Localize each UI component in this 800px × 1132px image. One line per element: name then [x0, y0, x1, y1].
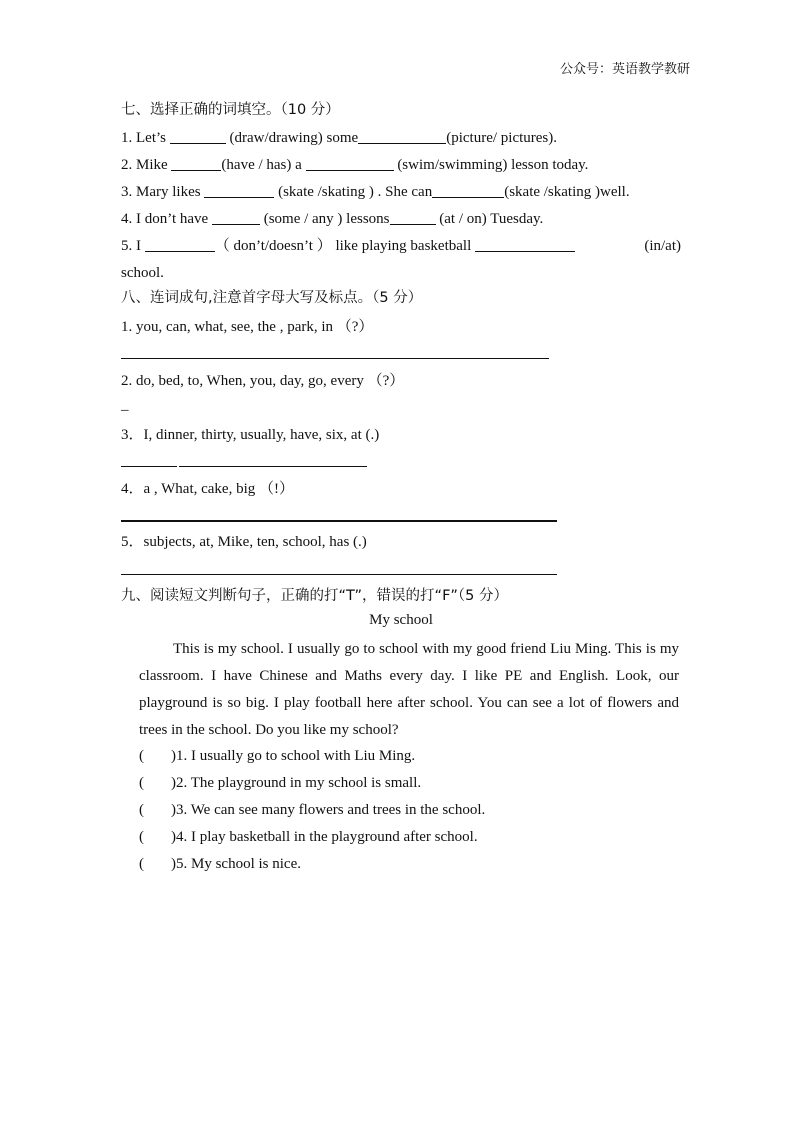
s7-item-4-b: (some / any ) lessons [259, 211, 390, 227]
answer-paren[interactable]: ( [139, 802, 144, 818]
s7-item-4-c: (at / on) Tuesday. [435, 211, 544, 227]
s7-item-2-b: (have / has) a [221, 157, 306, 173]
s7-item-1-c: (picture/ pictures). [446, 130, 558, 146]
tf-item-4-text: )4. I play basketball in the playground after school. [171, 829, 478, 845]
s8-item-2-dash[interactable]: _ [121, 397, 129, 413]
tf-item-3-text: )3. We can see many flowers and trees in the school. [171, 802, 486, 818]
s7-item-2-a: 2. Mike [121, 157, 172, 173]
tf-item-5 [139, 854, 301, 874]
blank-line[interactable] [212, 210, 260, 225]
blank-line[interactable] [432, 183, 504, 198]
blank-line[interactable] [390, 210, 436, 225]
s7-item-3-b: (skate /skating ) . She can [274, 184, 433, 200]
blank-line[interactable] [475, 237, 575, 252]
answer-line[interactable] [121, 520, 557, 522]
passage-title: My school [369, 612, 433, 628]
s7-item-3-a: 3. Mary likes [121, 184, 205, 200]
s8-item-1: 1. you, can, what, see, the , park, in （?） [121, 319, 374, 335]
section8-heading: 八、连词成句,注意首字母大写及标点。（5 分） [121, 290, 423, 306]
s7-item-4 [121, 209, 543, 229]
s7-item-5-a: 5. I [121, 238, 145, 254]
blank-line[interactable] [145, 237, 215, 252]
s7-item-5-b: （ don’t/doesn’t ） like playing basketball [214, 238, 475, 254]
s7-item-5-wrap: school. [121, 265, 164, 281]
blank-line[interactable] [204, 183, 274, 198]
s7-item-1 [121, 128, 557, 148]
section9-heading: 九、阅读短文判断句子，正确的打“T”，错误的打“F”（5 分） [121, 588, 509, 604]
section7-heading: 七、选择正确的词填空。（10 分） [121, 102, 340, 118]
answer-line[interactable] [179, 466, 367, 467]
answer-line[interactable] [121, 574, 557, 575]
answer-paren[interactable]: ( [139, 748, 144, 764]
tf-item-1-text: )1. I usually go to school with Liu Ming. [171, 748, 416, 764]
answer-paren[interactable]: ( [139, 775, 144, 791]
header-note: 公众号：英语教学教研 [559, 61, 690, 76]
tf-item-2-text: )2. The playground in my school is small. [171, 775, 422, 791]
answer-line[interactable] [121, 358, 549, 359]
s7-item-3-c: (skate /skating )well. [504, 184, 630, 200]
tf-item-5-text: )5. My school is nice. [171, 856, 301, 872]
s8-item-2: 2. do, bed, to, When, you, day, go, every （?） [121, 373, 405, 389]
tf-item-4 [139, 827, 478, 847]
s7-item-5-c: (in/at) [644, 238, 681, 254]
s8-item-5: 5．subjects, at, Mike, ten, school, has (.) [121, 534, 367, 550]
answer-paren[interactable]: ( [139, 856, 144, 872]
s7-item-1-b: (draw/drawing) some [225, 130, 359, 146]
blank-line[interactable] [171, 156, 221, 171]
s7-item-2 [121, 155, 588, 175]
s7-item-4-a: 4. I don’t have [121, 211, 212, 227]
s7-item-3 [121, 182, 630, 202]
answer-line[interactable] [121, 466, 177, 467]
s7-item-5 [121, 236, 681, 256]
s7-item-1-a: 1. Let’s [121, 130, 170, 146]
tf-item-1 [139, 746, 415, 766]
s8-item-3: 3．I, dinner, thirty, usually, have, six, at (.) [121, 427, 380, 443]
blank-line[interactable] [306, 156, 394, 171]
s7-item-2-c: (swim/swimming) lesson today. [393, 157, 589, 173]
blank-line[interactable] [358, 129, 446, 144]
reading-passage: This is my school. I usually go to school with my good friend Liu Ming. This is my classroom. I have Chinese and Maths every day. I like PE and English. Look, our playground is so big. I play football here after school. You can see a lot of flowers and trees in the school. Do you like my school? [139, 641, 679, 738]
answer-paren[interactable]: ( [139, 829, 144, 845]
blank-line[interactable] [170, 129, 226, 144]
tf-item-2 [139, 773, 421, 793]
s8-item-4: 4．a , What, cake, big （!） [121, 481, 295, 497]
tf-item-3 [139, 800, 485, 820]
